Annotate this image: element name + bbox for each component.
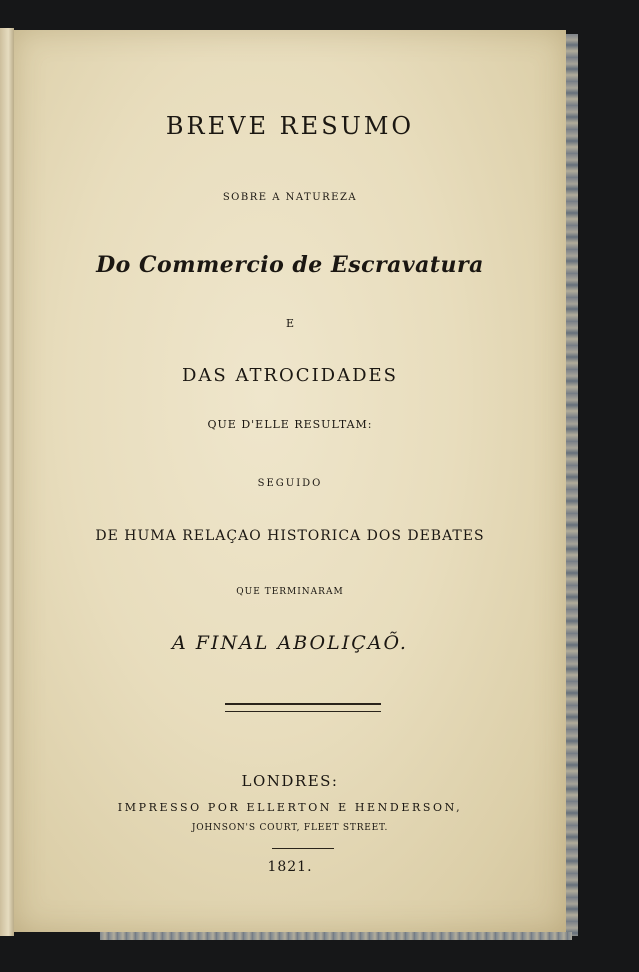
imprint-year: 1821. bbox=[267, 859, 313, 875]
imprint-printer: IMPRESSO POR ELLERTON E HENDERSON, bbox=[117, 801, 463, 814]
subtitle-final-abolition: A FINAL ABOLIÇAÕ. bbox=[172, 632, 408, 654]
short-rule-divider bbox=[272, 848, 334, 849]
imprint-city: LONDRES: bbox=[241, 772, 339, 790]
subtitle-relation: DE HUMA RELAÇAO HISTORICA DOS DEBATES bbox=[95, 528, 485, 544]
title-page bbox=[14, 30, 566, 932]
subtitle-intro: SOBRE A NATUREZA bbox=[222, 192, 358, 203]
subtitle-gothic: Do Commercio de Escravatura bbox=[96, 252, 484, 278]
subtitle-resulting: QUE D'ELLE RESULTAM: bbox=[207, 418, 373, 431]
double-rule-divider bbox=[225, 703, 381, 712]
book-title: BREVE RESUMO bbox=[165, 112, 415, 140]
conjunction: E bbox=[285, 317, 295, 330]
subtitle-atrocities: DAS ATROCIDADES bbox=[181, 365, 399, 386]
subtitle-followed: SEGUIDO bbox=[257, 478, 323, 489]
marbled-bottom-edge bbox=[100, 932, 572, 940]
subtitle-ended: QUE TERMINARAM bbox=[236, 587, 344, 597]
left-page-edge bbox=[0, 28, 14, 936]
imprint-address: JOHNSON'S COURT, FLEET STREET. bbox=[191, 823, 389, 833]
